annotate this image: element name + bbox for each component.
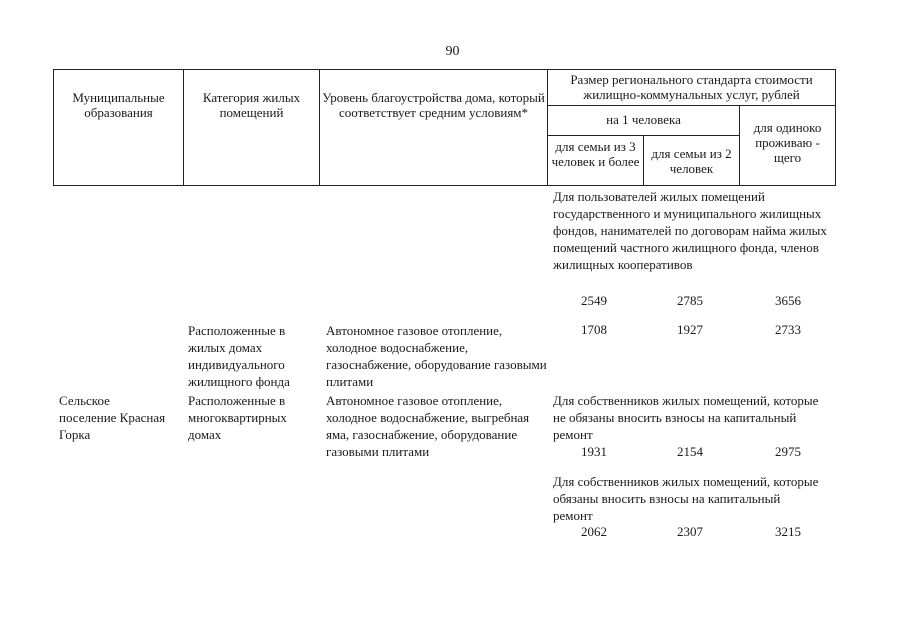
users-value-family3: 2549 [581,293,607,308]
owners-fee-value-family2: 2307 [677,524,703,539]
users-value-single: 3656 [775,293,801,308]
individual-value-family2: 1927 [677,322,703,337]
header-category: Категория жилых помещений [184,70,320,186]
owners-fee-note: Для собственников жилых помещений, которые обязаны вносить взносы на капитальный ремонт [553,474,819,523]
individual-value-single: 2733 [775,322,801,337]
header-family3: для семьи из 3 человек и более [548,136,644,186]
individual-amenities: Автономное газовое отопление, холодное водоснабжение, газоснабжение, оборудование газовыми плитами [326,323,547,389]
owners-no-fee-value-family3: 1931 [581,444,607,459]
header-per-person: на 1 человека [548,106,740,136]
municipality-name: Сельское поселение Красная Горка [59,393,166,442]
header-family2: для семьи из 2 человек [644,136,740,186]
header-amenities: Уровень благоустройства дома, который соответствует средним условиям* [320,70,548,186]
apartment-amenities: Автономное газовое отопление, холодное водоснабжение, выгребная яма, газоснабжение, оборудование газовыми плитами [326,393,530,459]
owners-fee-value-family3: 2062 [581,524,607,539]
owners-no-fee-note: Для собственников жилых помещений, которые не обязаны вносить взносы на капитальный ремонт [553,393,819,442]
owners-no-fee-value-single: 2975 [775,444,801,459]
owners-no-fee-value-family2: 2154 [677,444,703,459]
owners-fee-value-single: 3215 [775,524,801,539]
header-single: для одиноко проживаю - щего [740,106,836,186]
users-value-family2: 2785 [677,293,703,308]
individual-value-family3: 1708 [581,322,607,337]
individual-category: Расположенные в жилых домах индивидуального жилищного фонда [188,323,290,389]
apartment-category: Расположенные в многоквартирных домах [188,393,287,442]
users-note: Для пользователей жилых помещений государственного и муниципального жилищных фондов, нанимателей по договорам найма жилых помещений частного жилищного фонда, членов жилищных кооперативов [553,189,827,272]
header-standard-size: Размер регионального стандарта стоимости жилищно-коммунальных услуг, рублей [548,70,836,106]
page-number: 90 [445,44,460,59]
header-municipality: Муниципальные образования [54,70,184,186]
header-table [53,69,836,186]
